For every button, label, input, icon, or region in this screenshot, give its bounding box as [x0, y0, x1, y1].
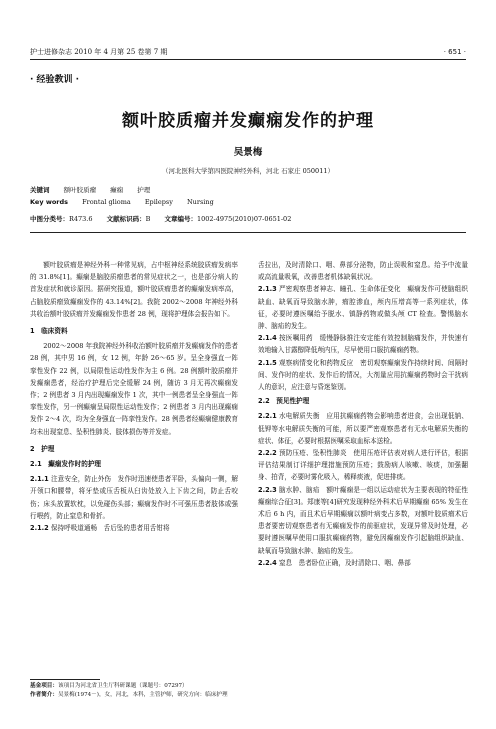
footnote-rule — [30, 679, 100, 680]
doc-code-label: 文献标识码： — [106, 215, 146, 223]
section-tag: · 经验教训 · — [30, 75, 80, 85]
subsection-heading: 2.1 癫痫发作时的护理 — [30, 460, 102, 469]
classification-line — [30, 214, 291, 225]
article-id-label: 文章编号： — [164, 215, 197, 223]
keyword-en: Frontal glioma — [82, 198, 131, 206]
keywords-cn — [30, 185, 150, 196]
fund-note: 基金项目：该项目为河北省卫生厅科研课题（课题号：07297） — [30, 683, 188, 689]
paragraph-2-2-2: 2.2.2 预防压疮、坠积性肺炎 使用压疮评估表对病人进行评估，根据评估结果制订详细护理措施预防压疮；鼓励病人咳嗽、咳痰，加强翻身、拍背，必要时雾化吸入，稀释痰液，促进排痰。 — [258, 449, 468, 482]
keywords-cn-label: 关键词 — [30, 186, 50, 194]
running-header — [30, 46, 466, 58]
keyword-en: Epilepsy — [144, 198, 173, 206]
author-affiliation: （河北医科大学第四医院神经外科，河北 石家庄 050011） — [162, 167, 334, 175]
intro-paragraph: 额叶胶质瘤是神经外科一种常见病，占中枢神经系统胶质瘤发病率的 31.8%[1]。癫痫是脑胶质瘤患者的常见症状之一，也是部分病人的首发症状和就诊原因。据研究报道，额叶胶质瘤患者的癫痫发病率高，占脑胶质瘤致癫痫发作的 43.14%[2]。我院 2002～2008 年神经外科共收治额叶胶质瘤并发癫痫发作患者 28 例，现将护理体会报告如下。 — [30, 261, 238, 318]
keyword-cn: 护理 — [137, 186, 151, 194]
author-note: 作者简介：吴景梅(1974－)，女，河北，本科，主管护师，研究方向：临床护理 — [30, 692, 228, 698]
author-name: 吴景梅 — [233, 147, 263, 158]
clinical-data-paragraph: 2002～2008 年我院神经外科收治额叶胶质瘤并发癫痫发作的患者 28 例，其中男 16 例，女 12 例，年龄 26～65 岁。呈全身强直一阵挛性发作 22 例，以局限性运动性发作为主 6 例。28 例额叶胶质瘤并发癫痫患者，经治疗护理后完全缓解 24 例，随访 3 月无再次癫痫发作；2 例患者 3 月内出现癫痫发作 1 次，其中一例患者呈全身强直一阵挛性发作，另一例癫痫呈局限性运动性发作；2 例患者 3 月内出现癫痫发作 2～4 次，均为全身强直一阵挛性发作。28 例患者经癫痫健康教育均未出现窒息、坠积性肺炎、肢体损伤等并发症。 — [30, 342, 238, 436]
doc-code: B — [145, 215, 151, 223]
journal-citation: 护士进修杂志 2010 年 4 月第 25 卷第 7 期 — [30, 48, 168, 56]
article-title: 额叶胶质瘤并发癫痫发作的护理 — [122, 111, 374, 131]
paragraph-continued: 舌拉出，及时清除口、咽、鼻部分泌物，防止误吸和窒息。给予中流量或高流量吸氧，改善患者机体缺氧状况。 — [258, 261, 468, 282]
keyword-en: Nursing — [186, 198, 214, 206]
header-rule — [30, 59, 466, 60]
paragraph-2-2-1: 2.2.1 水电解质失衡 应用抗癫痫药物会影响患者进食，会出现低钠、低钾等水电解质失衡的可能，所以要严密观察患者有无水电解质失衡的症状、体征，必要时根据医嘱采取血标本送检。 — [258, 412, 468, 445]
page-number: · 651 · — [443, 48, 466, 56]
paragraph-2-2-3: 2.2.3 脑水肿、脑疝 额叶癫痫是一组以运动症状为主要表现的特征性癫痫综合征[3]。郑康等[4]研究发现种经外科术后早期癫痫 65% 发生在术后 6 h 内，而且术后早期癫痫以额叶病变占多数，对额叶胶质瘤术后患者要密切观察患者有无癫痫发作的前驱症状，发现异常及时处理，必要时遵医嘱早使用口服抗癫痫药物，避免因癫痫发作引起脑组织缺血、缺氧而导致脑水肿、脑疝的发生。 — [258, 485, 468, 555]
keywords-en-label: Key words — [30, 198, 69, 206]
paragraph-2-1-2: 2.1.2 保持呼吸道通畅 舌后坠的患者用舌钳将 — [30, 524, 170, 533]
paragraph-2-1-5: 2.1.5 观察病情变化和药物反应 密切观察癫痫发作持续时间、间隔时间、发作时的症状、发作后的情况，大剂量应用抗癫痫药物时会干扰病人的意识，应注意与昏迷鉴别。 — [258, 358, 468, 392]
keyword-cn: 额叶胶质瘤 — [63, 186, 97, 194]
article-id: 1002-4975(2010)07-0651-02 — [196, 215, 292, 223]
paragraph-2-1-4: 2.1.4 按医嘱用药 缓慢静脉推注安定能有效控制脑痛发作，并快速有效地输入甘露醇降低颅内压，尽早使用口服抗癫痫药物。 — [258, 334, 468, 355]
footnote — [30, 682, 240, 700]
right-column — [258, 259, 468, 569]
subsection-heading: 2.2 预见性护理 — [258, 397, 310, 406]
paragraph-2-1-1: 2.1.1 注意安全，防止外伤 发作时迅速使患者平卧，头偏向一侧，解开领口和腰带，将牙垫或压舌板从臼齿处放入上下齿之间，防止舌咬伤；床头放置软枕，以免碰伤头部；癫痫发作时不可强压患者肢体或强行喂药，防止窒息和骨折。 — [30, 475, 238, 520]
paragraph-2-1-3: 2.1.3 严密观察患者神志、瞳孔、生命体征变化 癫痫发作可使脑组织缺血、缺氧而导致脑水肿，瘤腔渗血，颅内压增高等一系列症状，体征，必要时遵医嘱给予脱水、镇静药物或做头颅 CT 检查。警惕脑水肿、脑疝的发生。 — [258, 285, 468, 331]
section-heading: 2 护理 — [30, 444, 55, 453]
paragraph-2-2-4: 2.2.4 窒息 患者卧位正确，及时清除口、咽、鼻部 — [258, 558, 411, 567]
keywords-en — [30, 197, 214, 208]
keyword-cn: 癫痫 — [110, 186, 124, 194]
clc-label: 中图分类号： — [30, 215, 69, 223]
clc-number: R473.6 — [69, 215, 93, 223]
section-heading: 1 临床资料 — [30, 327, 68, 336]
abstract-rule — [30, 232, 466, 233]
left-column — [30, 259, 238, 534]
